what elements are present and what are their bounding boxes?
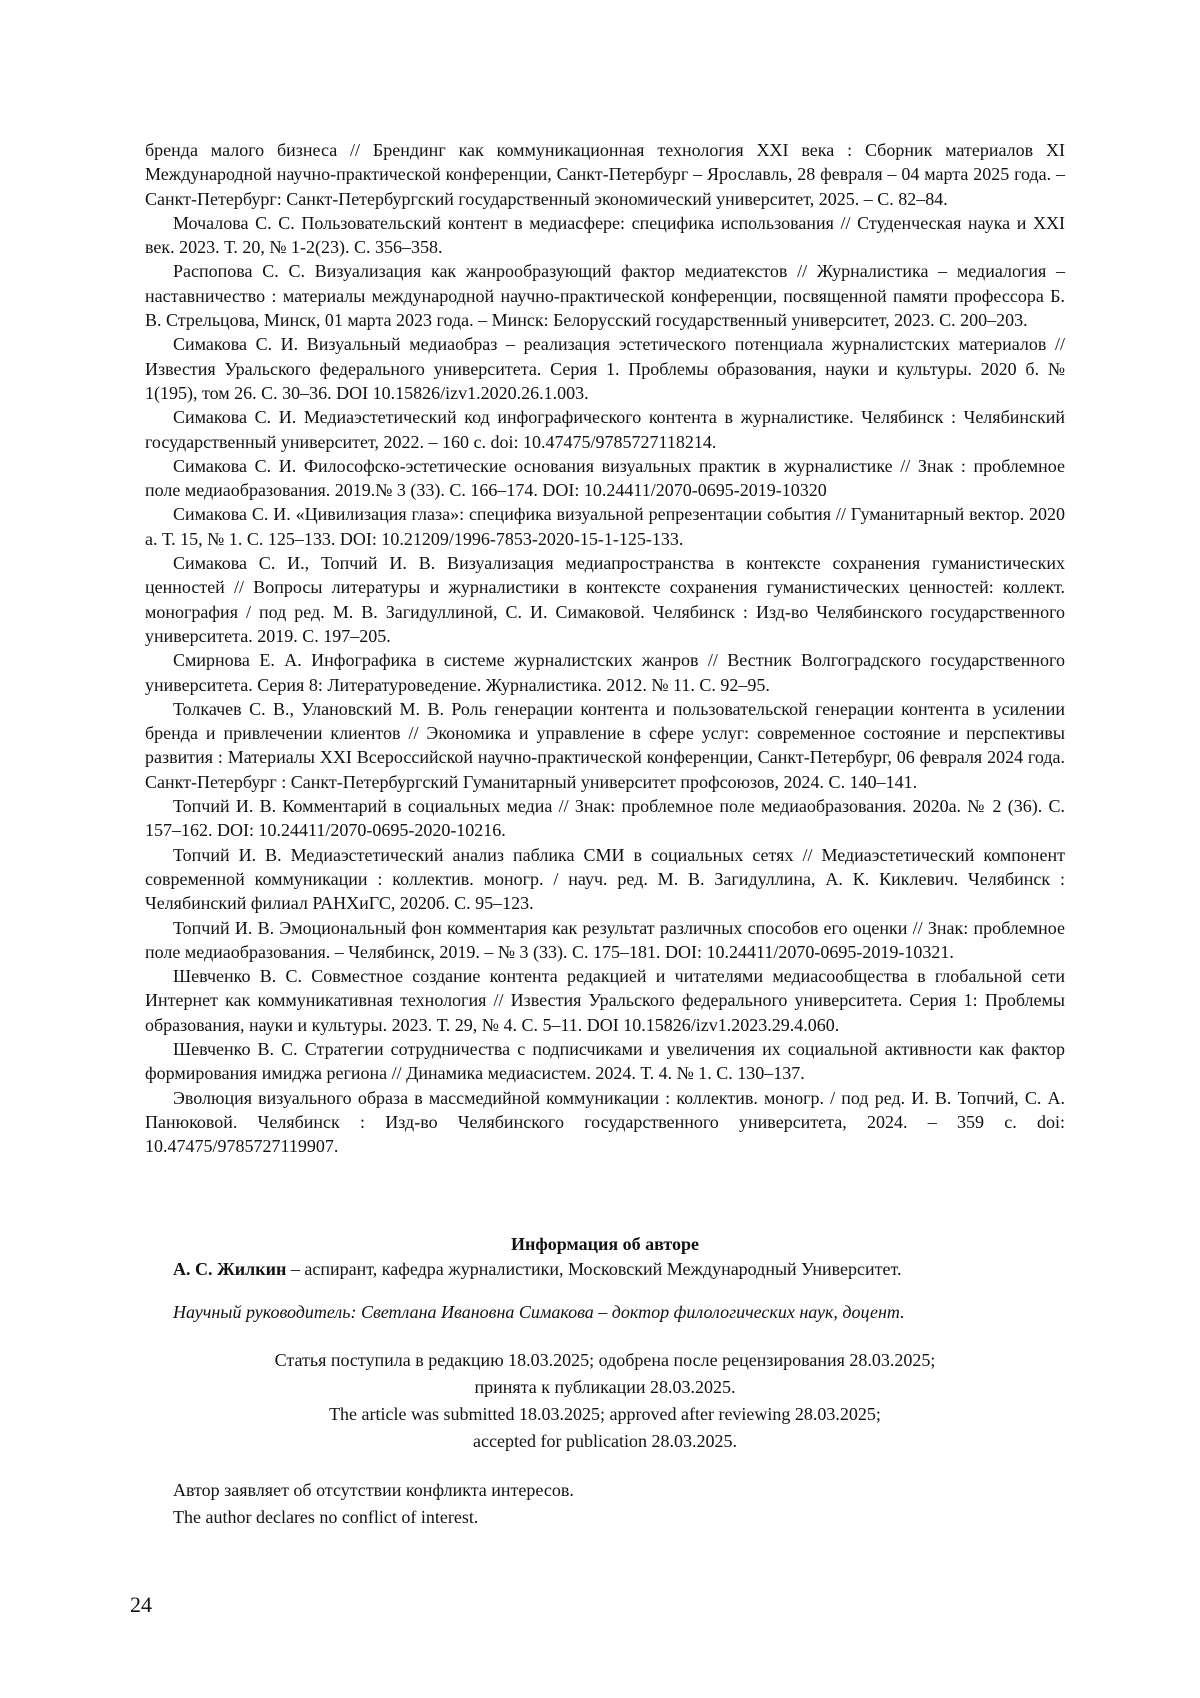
author-info-heading: Информация об авторе [510,1234,700,1254]
reference-item: Симакова С. И. Философско-эстетические основания визуальных практик в журналистике // Знак : проблемное поле медиаобразования. 2019.№ 3 (33). С. 166–174. DOI: 10.24411/2070-0695-2019-10320 [145,455,1065,501]
reference-item: Эволюция визуального образа в массмедийной коммуникации : коллектив. моногр. / под ред. И. В. Топчий, С. А. Панюковой. Челябинск : Изд-во Челябинского государственного университета, 2024. – 359 с. doi: 10.47475/9785727119907. [145,1087,1065,1157]
reference-item: Толкачев С. В., Улановский М. В. Роль генерации контента и пользовательской генерации контента в усилении бренда и привлечении клиентов // Экономика и управление в сфере услуг: современное состояние и перспективы развития : Материалы XXI Всероссийской научно-практической конференции, Санкт-Петербург, 06 февраля 2024 года. Санкт-Петербург : Санкт-Петербургский Гуманитарный университет профсоюзов, 2024. С. 140–141. [145,698,1065,792]
conflict-statement [145,1477,1065,1531]
reference-item: Симакова С. И. «Цивилизация глаза»: специфика визуальной репрезентации события // Гуманитарный вектор. 2020 а. Т. 15, № 1. С. 125–133. DOI: 10.21209/1996-7853-2020-15-1-125-133. [145,504,1065,549]
dates-en-line-2: accepted for publication 28.03.2025. [473,1431,737,1451]
dates-ru-line-2: принята к публикации 28.03.2025. [474,1377,736,1397]
reference-item: Топчий И. В. Комментарий в социальных медиа // Знак: проблемное поле медиаобразования. 2020а. № 2 (36). С. 157–162. DOI: 10.24411/2070-0695-2020-10216. [145,796,1065,841]
reference-item: Симакова С. И., Топчий И. В. Визуализация медиапространства в контексте сохранения гуманистических ценностей // Вопросы литературы и журналистики в контексте сохранения гуманистических ценностей: коллект. монография / под ред. М. В. Загидуллиной, С. И. Симаковой. Челябинск : Изд-во Челябинского государственного университета. 2019. С. 197–205. [145,553,1065,646]
reference-item: Шевченко В. С. Стратегии сотрудничества с подписчиками и увеличения их социальной активности как фактор формирования имиджа региона // Динамика медиасистем. 2024. Т. 4. № 1. С. 130–137. [145,1038,1065,1084]
author-info-section [145,1232,1065,1531]
reference-item: Симакова С. И. Визуальный медиаобраз – реализация эстетического потенциала журналистских материалов // Известия Уральского федерального университета. Серия 1. Проблемы образования, науки и культуры. 2020 б. № 1(195), том 26. С. 30–36. DOI 10.15826/izv1.2020.26.1.003. [145,334,1065,403]
submission-dates [145,1347,1065,1455]
conflict-ru: Автор заявляет об отсутствии конфликта интересов. [173,1480,574,1500]
reference-item: Распопова С. С. Визуализация как жанрообразующий фактор медиатекстов // Журналистика – медиалогия – наставничество : материалы международной научно-практической конференции, посвященной памяти профессора Б. В. Стрельцова, Минск, 01 марта 2023 года. – Минск: Белорусский государственный университет, 2023. С. 200–203. [145,261,1065,331]
author-description: – аспирант, кафедра журналистики, Московский Международный Университет. [286,1259,902,1279]
dates-en-line-1: The article was submitted 18.03.2025; approved after reviewing 28.03.2025; [329,1404,881,1424]
reference-item: бренда малого бизнеса // Брендинг как коммуникационная технология XXI века : Сборник материалов XI Международной научно-практической конференции, Санкт-Петербург – Ярославль, 28 февраля – 04 марта 2025 года. – Санкт-Петербург: Санкт-Петербургский государственный экономический университет, 2025. – С. 82–84. [145,140,1065,209]
references-section [145,138,1065,1158]
author-name: А. С. Жилкин [173,1259,287,1279]
reference-item: Топчий И. В. Эмоциональный фон комментария как результат различных способов его оценки // Знак: проблемное поле медиаобразования. – Челябинск, 2019. – № 3 (33). С. 175–181. DOI: 10.24411/2070-0695-2019-10321. [145,917,1065,962]
reference-item: Шевченко В. С. Совместное создание контента редакцией и читателями медиасообщества в глобальной сети Интернет как коммуникативная технология // Известия Уральского федерального университета. Серия 1: Проблемы образования, науки и культуры. 2023. Т. 29, № 4. С. 5–11. DOI 10.15826/izv1.2023.29.4.060. [145,966,1065,1035]
reference-item: Мочалова С. С. Пользовательский контент в медиасфере: специфика использования // Студенческая наука и XXI век. 2023. Т. 20, № 1-2(23). С. 356–358. [145,212,1065,258]
reference-item: Смирнова Е. А. Инфографика в системе журналистских жанров // Вестник Волгоградского государственного университета. Серия 8: Литературоведение. Журналистика. 2012. № 11. С. 92–95. [145,650,1065,695]
reference-item: Симакова С. И. Медиаэстетический код инфографического контента в журналистике. Челябинск : Челябинский государственный университет, 2022. – 160 с. doi: 10.47475/9785727118214. [145,407,1065,452]
author-line [145,1257,1065,1282]
page-number: 24 [130,1592,152,1617]
dates-ru-line-1: Статья поступила в редакцию 18.03.2025; одобрена после рецензирования 28.03.2025; [274,1350,936,1370]
supervisor-line: Научный руководитель: Светлана Ивановна Симакова – доктор филологических наук, доцент. [173,1302,905,1322]
reference-list [145,138,1065,1158]
reference-item: Топчий И. В. Медиаэстетический анализ паблика СМИ в социальных сетях // Медиаэстетический компонент современной коммуникации : коллектив. моногр. / науч. ред. М. В. Загидуллина, А. К. Киклевич. Челябинск : Челябинский филиал РАНХиГС, 2020б. С. 95–123. [145,844,1065,914]
conflict-en: The author declares no conflict of interest. [173,1507,479,1527]
